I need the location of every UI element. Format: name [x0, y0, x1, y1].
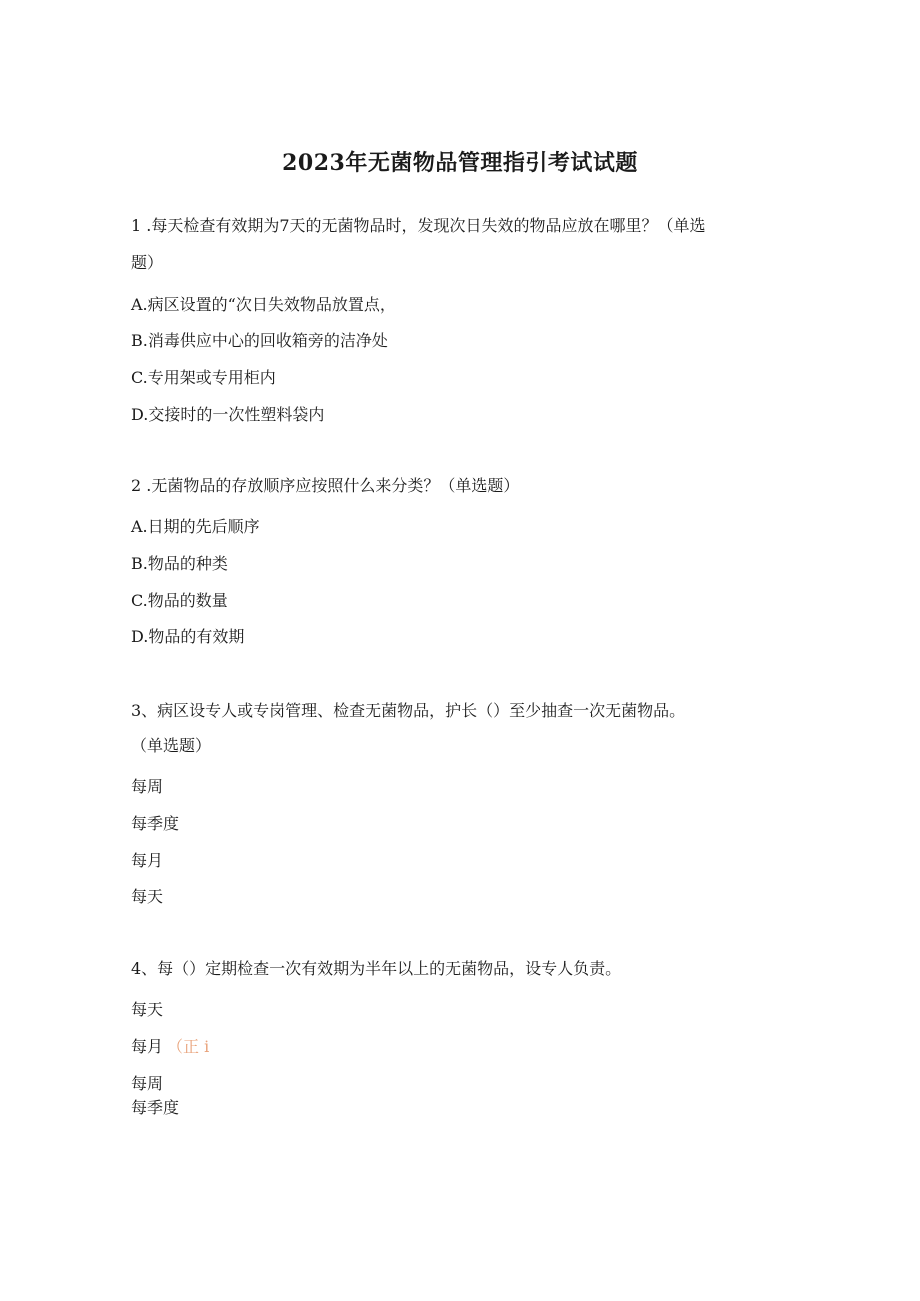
question-4-option-2-row [131, 1036, 209, 1058]
question-1-option-c: C.专用架或专用柜内 [131, 368, 276, 387]
question-1-option-b: B.消毒供应中心的回收箱旁的洁净处 [131, 331, 388, 350]
question-3-option-2: 每季度 [131, 814, 180, 833]
question-3-option-1: 每周 [131, 777, 164, 796]
correct-answer-mark: （正 i [167, 1037, 210, 1056]
question-4-option-2: 每月 [131, 1037, 164, 1056]
question-3-stem-line-1: 3、病区设专人或专岗管理、检查无菌物品，护长（）至少抽查一次无菌物品。 [131, 701, 686, 720]
question-3-option-4: 每天 [131, 887, 164, 906]
question-3-option-3: 每月 [131, 851, 164, 870]
question-1-stem-line-2: 题） [131, 253, 164, 272]
question-4-option-4: 每季度 [131, 1098, 180, 1117]
question-1-option-a: A.病区设置的“次日失效物品放置点， [131, 295, 396, 314]
question-2-option-d: D.物品的有效期 [131, 627, 245, 646]
question-3-stem-line-2: （单选题） [131, 736, 212, 755]
question-4-option-3: 每周 [131, 1074, 164, 1093]
document-title: 2023年无菌物品管理指引考试试题 [282, 150, 638, 176]
question-4-stem-line-1: 4、每（）定期检查一次有效期为半年以上的无菌物品，设专人负责。 [131, 959, 622, 978]
question-1-stem-line-1: 1 .每天检查有效期为7天的无菌物品时，发现次日失效的物品应放在哪里？（单选 [131, 216, 706, 235]
question-4-option-1: 每天 [131, 1000, 164, 1019]
question-1-option-d: D.交接时的一次性塑料袋内 [131, 405, 325, 424]
question-2-option-c: C.物品的数量 [131, 591, 228, 610]
question-2-stem-line-1: 2 .无菌物品的存放顺序应按照什么来分类？（单选题） [131, 476, 520, 495]
question-2-option-a: A.日期的先后顺序 [131, 517, 260, 536]
question-2-option-b: B.物品的种类 [131, 554, 228, 573]
